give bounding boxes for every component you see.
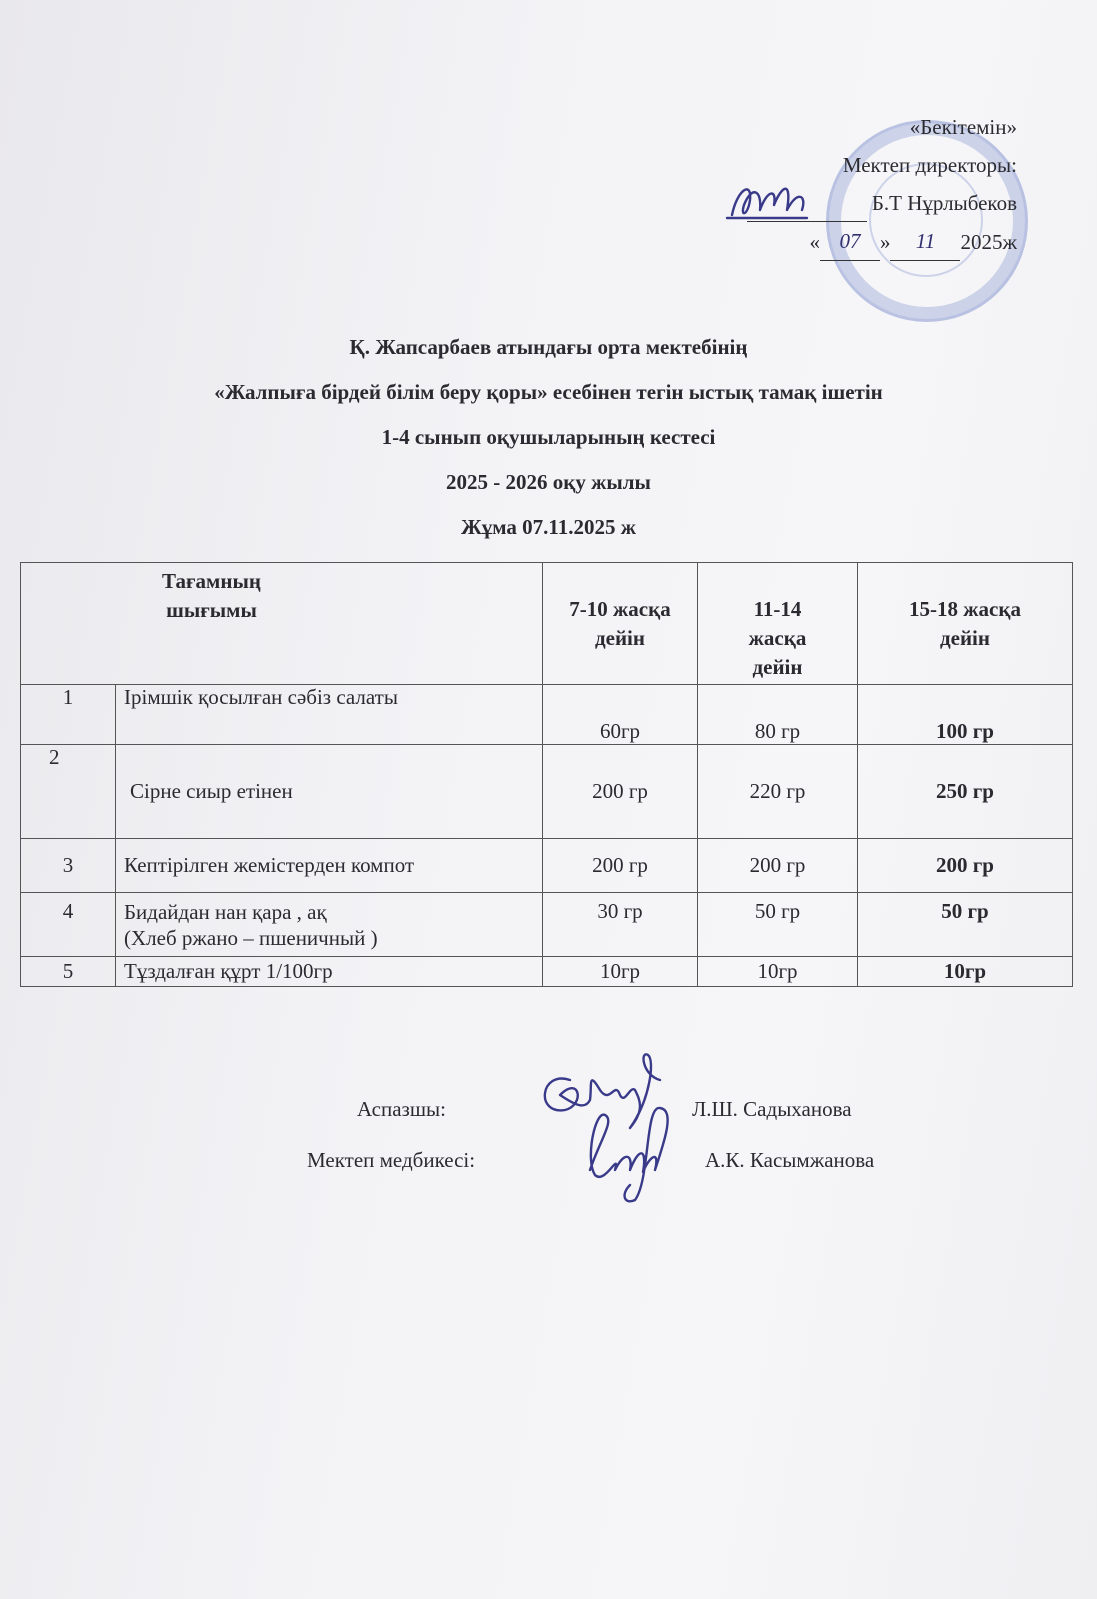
table-row — [21, 839, 1073, 893]
table-row — [21, 893, 1073, 957]
dish-name: Сірне сиыр етінен — [116, 745, 543, 839]
director-name: Б.Т Нұрлыбеков — [871, 191, 1017, 215]
portion-15-18: 50 гр — [858, 893, 1073, 957]
header-dish: Тағамның шығымы — [21, 563, 543, 685]
portion-15-18: 200 гр — [858, 839, 1073, 893]
cook-label: Аспазшы: — [357, 1097, 446, 1121]
portion-7-10: 30 гр — [543, 893, 698, 957]
portion-11-14: 80 гр — [698, 685, 858, 745]
dish-name: Кептірілген жемістерден компот — [116, 839, 543, 893]
portion-7-10: 200 гр — [543, 745, 698, 839]
row-number: 1 — [21, 685, 116, 745]
title-line-4: 2025 - 2026 оқу жылы — [446, 470, 651, 494]
title-line-3: 1-4 сынып оқушыларының кестесі — [381, 425, 716, 449]
approval-role: Мектеп директоры: — [842, 153, 1017, 177]
header-age-11-14: 11-14 жасқа дейін — [698, 563, 858, 685]
menu-table — [20, 562, 1073, 987]
portion-15-18: 250 гр — [858, 745, 1073, 839]
dish-name: Тұздалған құрт 1/100гр — [116, 957, 543, 987]
portion-11-14: 50 гр — [698, 893, 858, 957]
approval-block — [657, 108, 1017, 261]
portion-11-14: 220 гр — [698, 745, 858, 839]
director-signature — [722, 170, 812, 230]
dish-name: Бидайдан нан қара , ақ (Хлеб ржано – пшеничный ) — [116, 893, 543, 957]
title-line-5: Жұма 07.11.2025 ж — [461, 515, 636, 539]
approval-date: « 07 » 11 2025ж — [657, 222, 1017, 261]
header-age-15-18: 15-18 жасқа дейін — [858, 563, 1073, 685]
document-title — [0, 325, 1097, 550]
nurse-signature — [575, 1100, 685, 1210]
portion-7-10: 10гр — [543, 957, 698, 987]
portion-15-18: 100 гр — [858, 685, 1073, 745]
portion-11-14: 200 гр — [698, 839, 858, 893]
nurse-name: А.К. Касымжанова — [705, 1148, 875, 1172]
table-row — [21, 685, 1073, 745]
nurse-label: Мектеп медбикесі: — [307, 1148, 476, 1172]
approval-heading: «Бекітемін» — [909, 115, 1017, 139]
table-row — [21, 745, 1073, 839]
date-day: 07 — [820, 222, 880, 261]
title-line-1: Қ. Жапсарбаев атындағы орта мектебінің — [349, 335, 748, 359]
title-line-2: «Жалпыға бірдей білім беру қоры» есебінен тегін ыстық тамақ ішетін — [214, 380, 883, 404]
row-number: 5 — [21, 957, 116, 987]
portion-7-10: 60гр — [543, 685, 698, 745]
table-row — [21, 957, 1073, 987]
table-header-row — [21, 563, 1073, 685]
cook-name: Л.Ш. Садыханова — [692, 1097, 852, 1121]
portion-15-18: 10гр — [858, 957, 1073, 987]
row-number: 4 — [21, 893, 116, 957]
dish-name: Ірімшік қосылған сәбіз салаты — [116, 685, 543, 745]
row-number: 3 — [21, 839, 116, 893]
row-number: 2 — [21, 745, 116, 839]
portion-7-10: 200 гр — [543, 839, 698, 893]
header-age-7-10: 7-10 жасқа дейін — [543, 563, 698, 685]
date-month: 11 — [890, 222, 960, 261]
portion-11-14: 10гр — [698, 957, 858, 987]
